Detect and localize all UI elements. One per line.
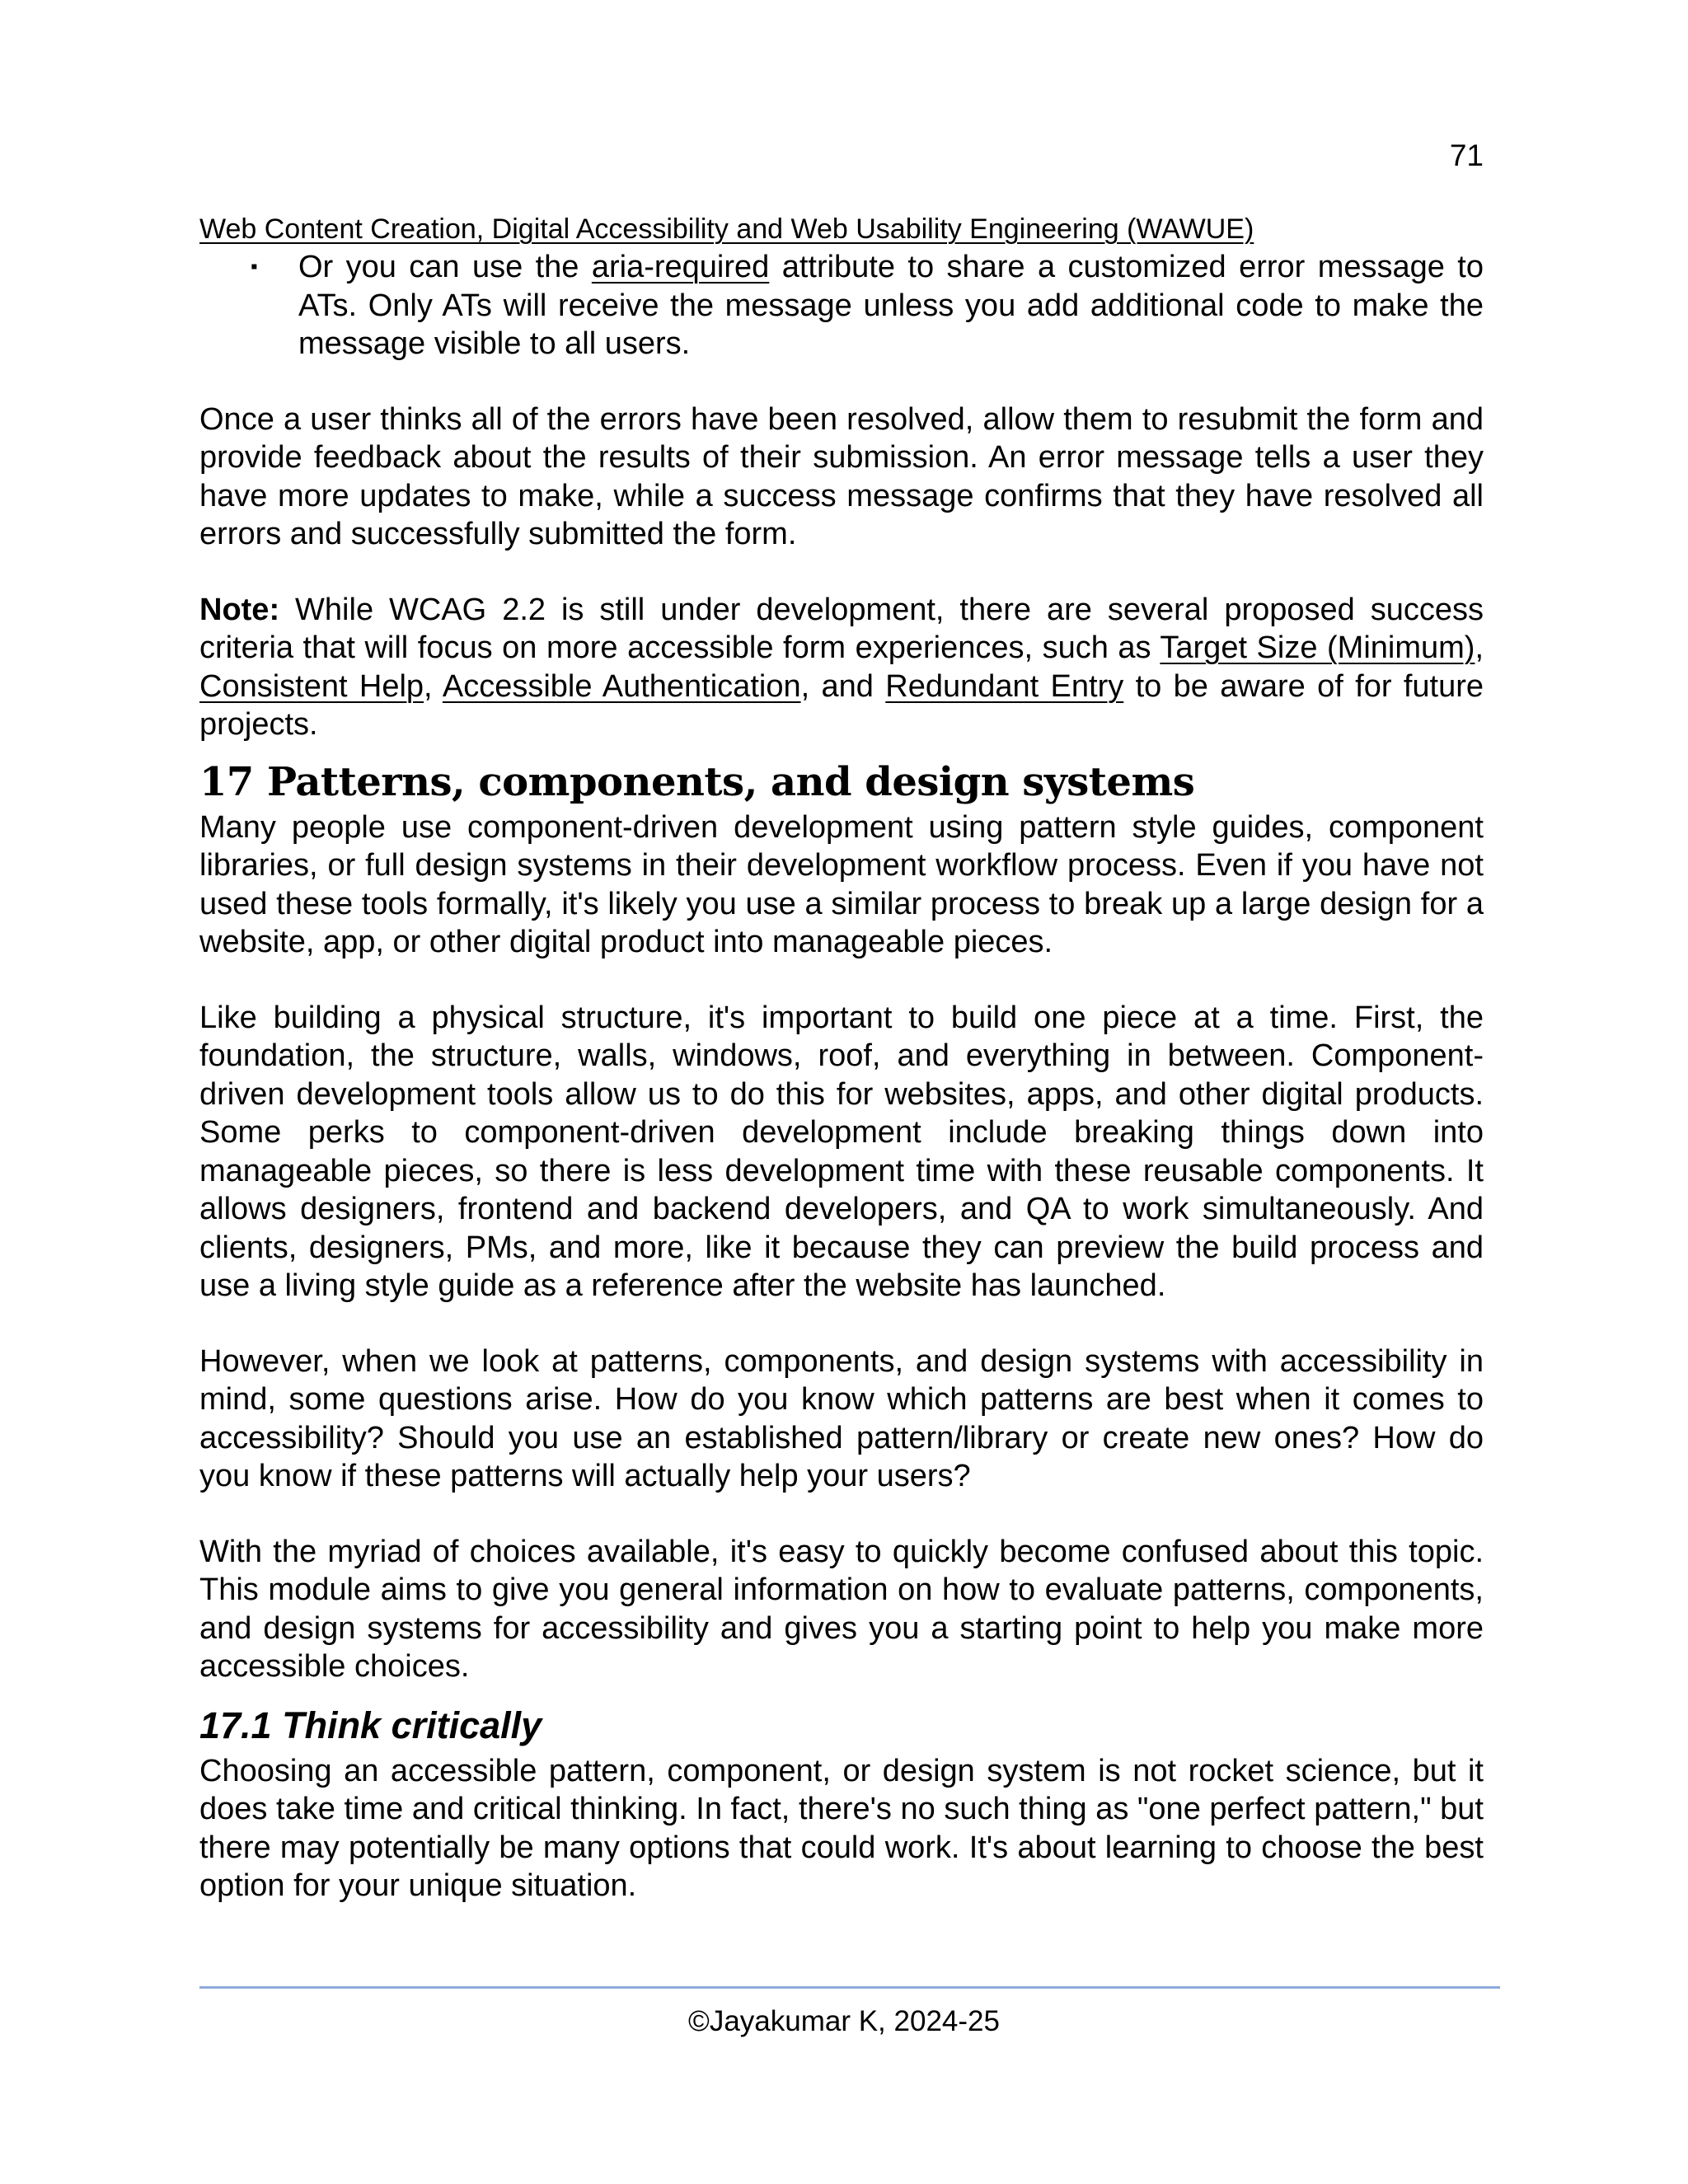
section-17-paragraph-4: With the myriad of choices available, it's easy to quickly become confused about this topic. This module aims to give you general information on how to evaluate patterns, components, and design systems for accessibility and gives you a starting point to help you make more accessible choices.: [199, 1534, 1484, 1684]
section-17-paragraph-3: However, when we look at patterns, components, and design systems with accessibility in mind, some questions arise. How do you know which patterns are best when it comes to accessibility? Should you use an established pattern/library or create new ones? How do you know if these patterns will actually help your users?: [199, 1343, 1484, 1493]
section-17-1-paragraph-1: Choosing an accessible pattern, component, or design system is not rocket science, but it does take time and critical thinking. In fact, there's no such thing as "one perfect pattern," but there may potentially be many options that could work. It's about learning to choose the best option for your unique situation.: [199, 1753, 1484, 1903]
bullet-item: [199, 248, 1484, 363]
note-label: Note:: [199, 592, 280, 627]
aria-required-link[interactable]: aria-required: [591, 250, 770, 284]
bullet-text-start: Or you can use the: [298, 250, 592, 284]
page-content: [199, 210, 1484, 1905]
accessible-authentication-link[interactable]: Accessible Authentication: [442, 668, 801, 704]
footer-divider: [199, 1986, 1500, 1989]
resubmit-paragraph: Once a user thinks all of the errors have been resolved, allow them to resubmit the form and provide feedback about the results of their submission. An error message tells a user they have more updates to make, while a success message confirms that they have resolved all errors and successfully submitted the form.: [199, 401, 1484, 551]
consistent-help-link[interactable]: Consistent Help: [199, 668, 424, 704]
section-17-paragraph-2: Like building a physical structure, it's important to build one piece at a time. First, the foundation, the structure, walls, windows, roof, and everything in between. Component-driven development tools allow us to do this for websites, apps, and other digital products. Some perks to component-driven development include breaking things down into manageable pieces, so there is less development time with these reusable components. It allows designers, frontend and backend developers, and QA to work simultaneously. And clients, designers, PMs, and more, like it because they can preview the build process and use a living style guide as a reference after the website has launched.: [199, 1000, 1484, 1303]
bullet-square-icon: ▪: [251, 255, 258, 278]
footer-copyright: ©Jayakumar K, 2024-25: [688, 2005, 1000, 2037]
note-separator-1: ,: [1475, 630, 1484, 665]
section-17-1-heading: 17.1 Think critically: [199, 1704, 542, 1746]
note-text-end: to be aware of for future projects.: [199, 668, 1484, 742]
bullet-text-end: attribute to share a customized error message to ATs. Only ATs will receive the message unless you add additional code to make the message visible to all users.: [298, 250, 1484, 361]
note-paragraph: [199, 591, 1484, 744]
note-text-start: While WCAG 2.2 is still under development, there are several proposed success criteria that will focus on more accessible form experiences, such as: [199, 592, 1484, 665]
section-17-paragraph-1: Many people use component-driven development using pattern style guides, component libraries, or full design systems in their development workflow process. Even if you have not used these tools formally, it's likely you use a similar process to break up a large design for a website, app, or other digital product into manageable pieces.: [199, 809, 1484, 959]
note-separator-2: ,: [424, 668, 443, 704]
redundant-entry-link[interactable]: Redundant Entry: [885, 668, 1124, 704]
running-header: Web Content Creation, Digital Accessibility and Web Usability Engineering (WAWUE): [199, 213, 1254, 245]
note-separator-3: , and: [800, 668, 886, 704]
page-number: 71: [1449, 138, 1484, 172]
section-17-heading: 17 Patterns, components, and design systems: [199, 758, 1195, 805]
target-size-link[interactable]: Target Size (Minimum): [1160, 630, 1475, 665]
